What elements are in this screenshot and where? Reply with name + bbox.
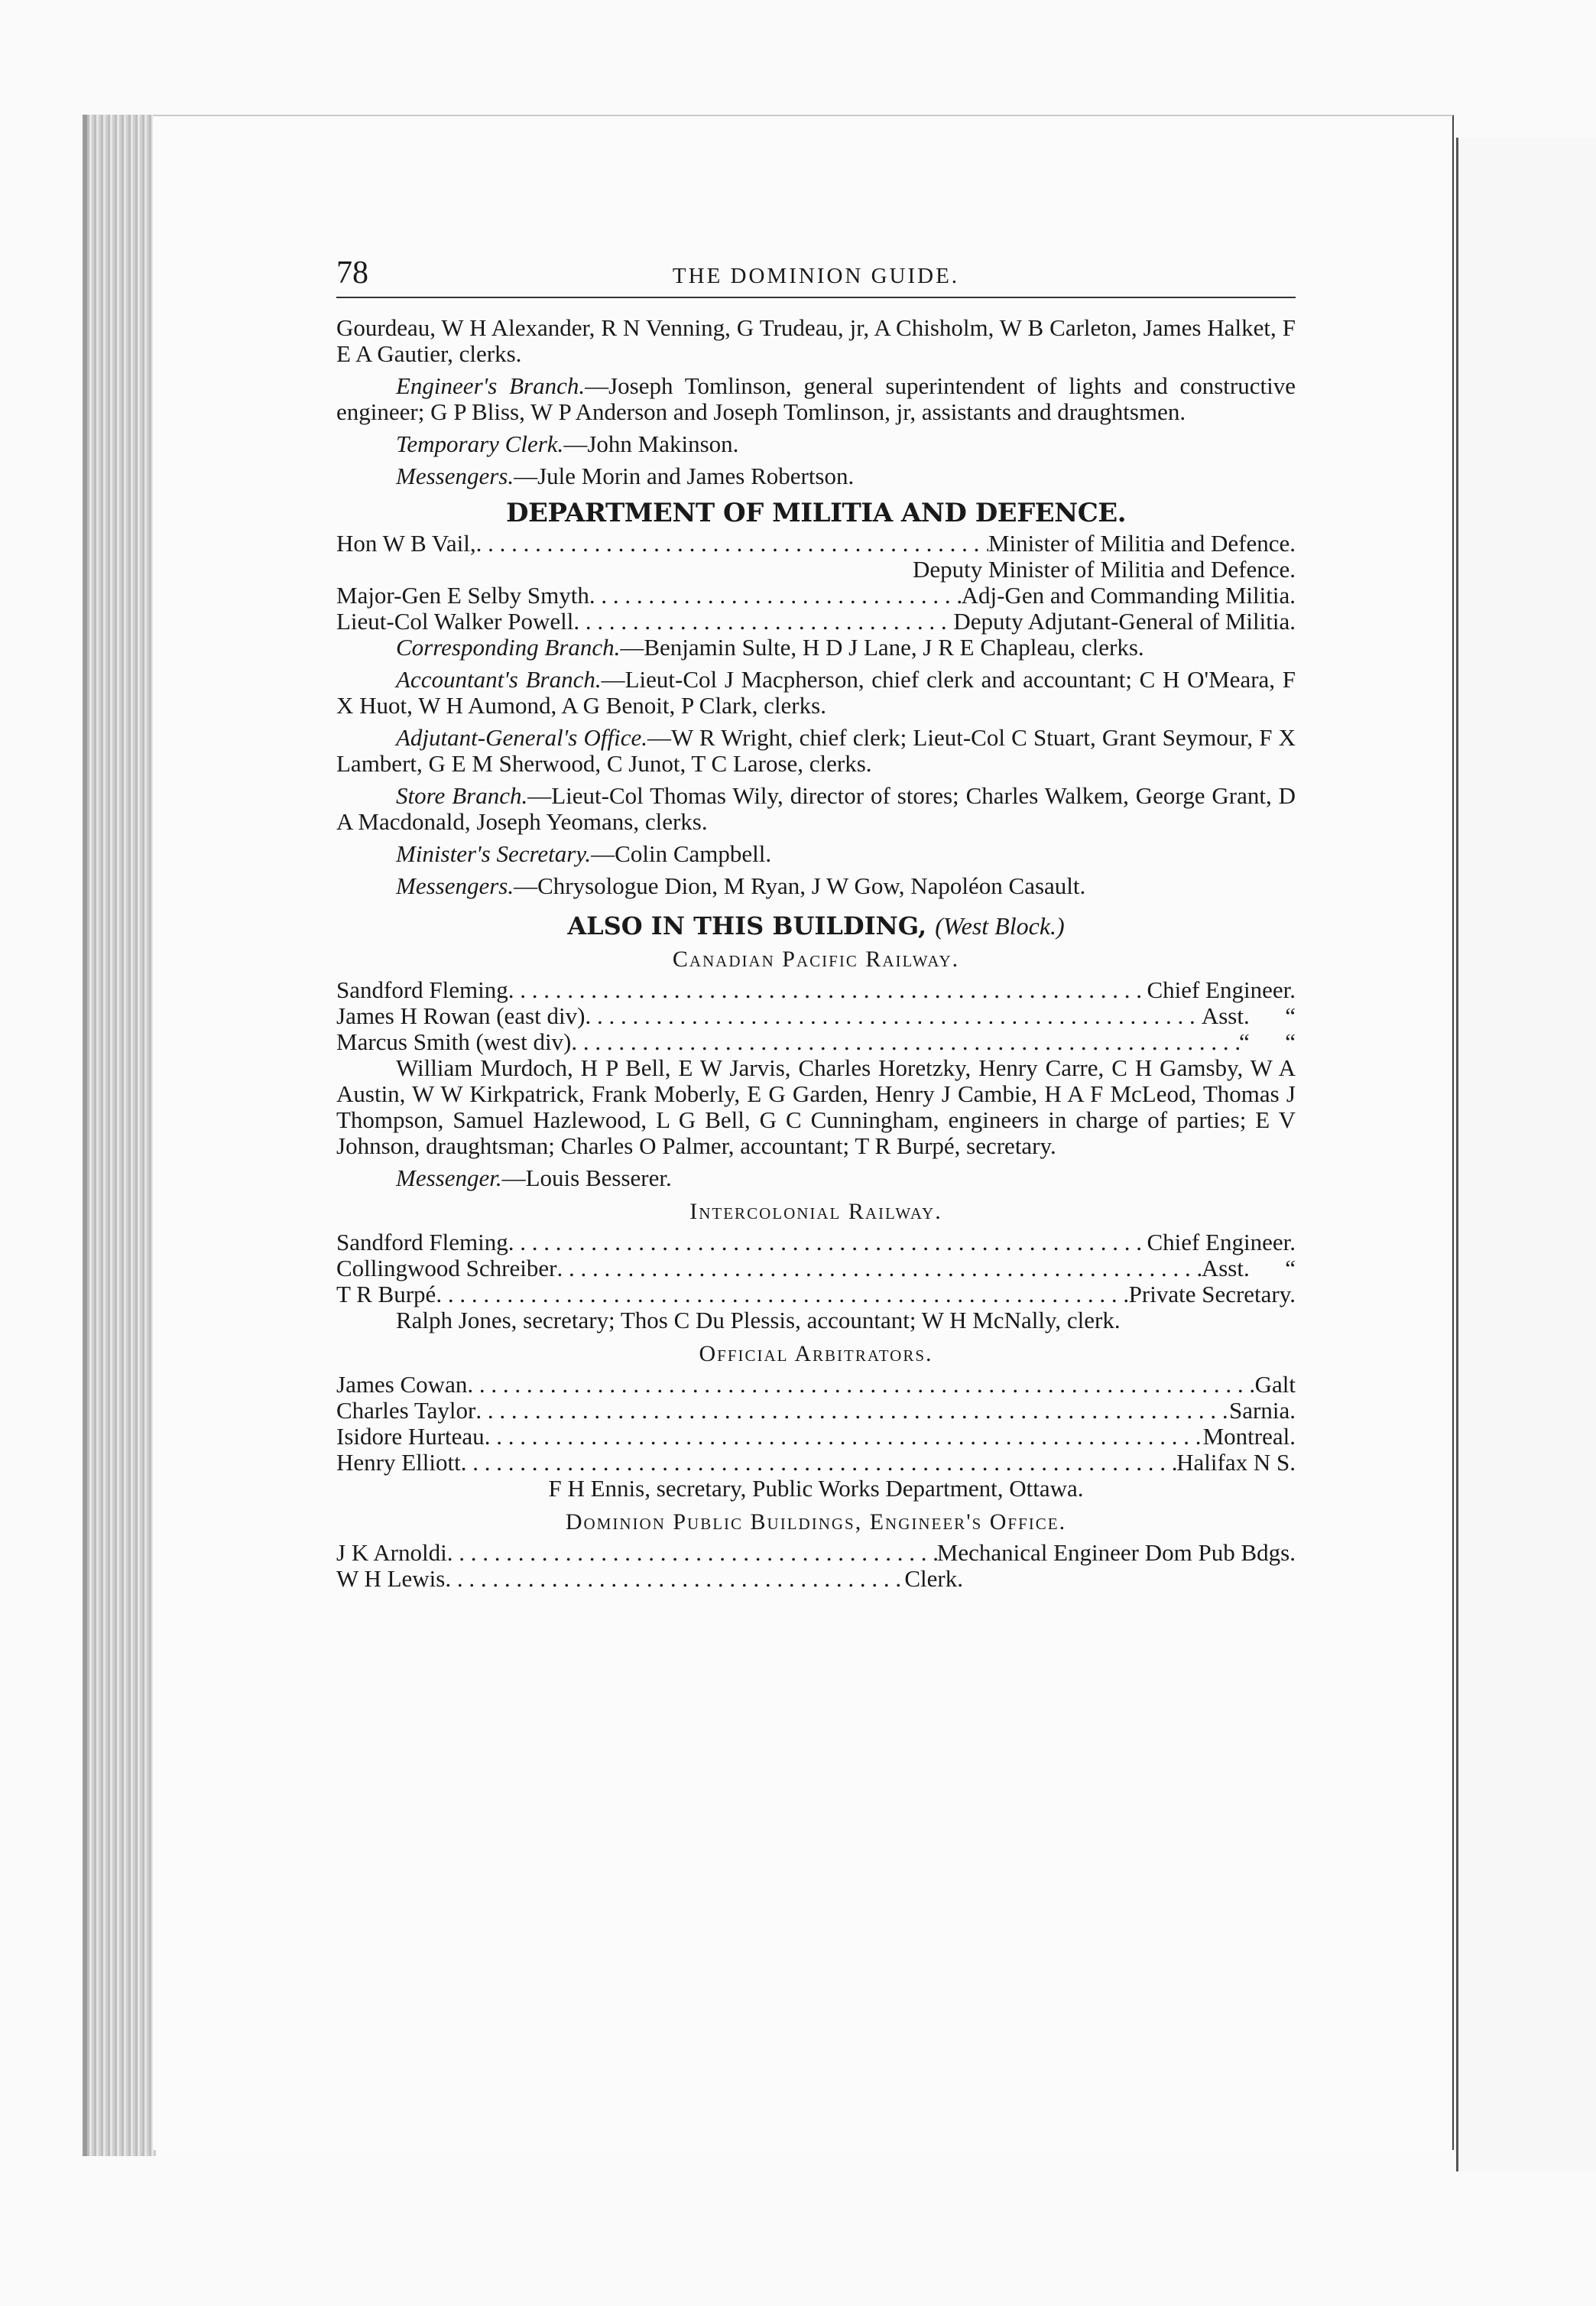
entry-title: Mechanical Engineer Dom Pub Bdgs. [936, 1539, 1296, 1566]
directory-row [336, 583, 1296, 609]
icr-heading: Intercolonial Railway. [689, 1199, 942, 1224]
leader-dots [461, 1450, 1176, 1476]
leader-dots [589, 583, 962, 609]
entry-title: Deputy Minister of Militia and Defence. [912, 556, 1296, 583]
engineers-branch-text: —Joseph Tomlinson, general superintendent of lights and constructive engineer; G P Bliss, W P Anderson and Joseph Tomlinson, jr, assistants and draughtsmen. [336, 372, 1296, 425]
directory-row [336, 609, 1296, 635]
directory-row [336, 1003, 1296, 1029]
leader-dots [485, 1424, 1203, 1450]
entry-title: Halifax N S. [1176, 1449, 1296, 1476]
arbitrators-secretary: F H Ennis, secretary, Public Works Department, Ottawa. [548, 1475, 1084, 1502]
entry-title: Deputy Adjutant-General of Militia. [953, 608, 1296, 635]
entry-name: Charles Taylor [336, 1397, 476, 1424]
directory-row [336, 1566, 963, 1592]
page-number: 78 [336, 255, 368, 291]
ministers-secretary-text: —Colin Campbell. [591, 840, 772, 867]
entry-name: James Cowan [336, 1371, 468, 1398]
entry-name: Lieut-Col Walker Powell [336, 608, 574, 635]
also-heading [336, 913, 1296, 939]
leader-dots [508, 977, 1147, 1003]
public-buildings-heading: Dominion Public Buildings, Engineer's Office. [565, 1509, 1067, 1535]
cpr-messenger-label: Messenger. [396, 1164, 502, 1191]
entry-title: Private Secretary. [1128, 1281, 1296, 1307]
temporary-clerk [336, 431, 1296, 457]
entry-name: Sandford Fleming [336, 1229, 508, 1255]
messengers-label: Messengers. [396, 463, 514, 489]
page-content [336, 255, 1296, 1592]
leader-dots [445, 1566, 904, 1592]
accountants-branch [336, 667, 1296, 719]
militia-messengers-label: Messengers. [396, 872, 514, 899]
cpr-messenger [336, 1165, 1296, 1191]
cpr-messenger-text: —Louis Besserer. [501, 1164, 672, 1191]
store-branch-label: Store Branch. [396, 782, 528, 809]
leader-dots [508, 1229, 1147, 1255]
adjutant-generals-office [336, 725, 1296, 777]
directory-row [336, 1281, 1296, 1307]
directory-row [336, 1255, 1296, 1281]
entry-name: Henry Elliott [336, 1449, 461, 1476]
leader-dots [436, 1281, 1128, 1307]
page-header [336, 255, 1296, 298]
also-heading-note: (West Block.) [935, 912, 1065, 940]
entry-title: Adj-Gen and Commanding Militia. [961, 582, 1296, 609]
entry-name: Collingwood Schreiber [336, 1255, 557, 1281]
leader-dots [556, 1255, 1201, 1281]
entry-name: Marcus Smith (west div) [336, 1028, 572, 1055]
entry-title: Minister of Militia and Defence. [988, 530, 1296, 557]
directory-row [336, 1540, 1296, 1566]
leader-dots [467, 1372, 1254, 1398]
entry-title: Clerk. [904, 1565, 963, 1592]
entry-title: Asst. “ [1201, 1002, 1296, 1029]
militia-messengers [336, 873, 1296, 899]
temporary-clerk-label: Temporary Clerk. [396, 430, 564, 457]
directory-row [336, 1398, 1296, 1424]
directory-row [336, 1450, 1296, 1476]
militia-heading: DEPARTMENT OF MILITIA AND DEFENCE. [505, 498, 1127, 528]
leader-dots [475, 1398, 1229, 1424]
cpr-heading: Canadian Pacific Railway. [672, 947, 960, 972]
corresponding-branch-text: —Benjamin Sulte, H D J Lane, J R E Chapleau, clerks. [620, 634, 1144, 661]
entry-title: Chief Engineer. [1147, 976, 1296, 1003]
entry-title: Montreal. [1202, 1423, 1296, 1450]
book-page-edges [83, 115, 156, 2156]
entry-name: James H Rowan (east div) [336, 1002, 586, 1029]
entry-name: T R Burpé [336, 1281, 436, 1307]
entry-name: W H Lewis [336, 1565, 446, 1592]
militia-messengers-text: —Chrysologue Dion, M Ryan, J W Gow, Napoléon Casault. [514, 872, 1086, 899]
running-head: THE DOMINION GUIDE. [672, 264, 960, 288]
entry-title: “ “ [1238, 1028, 1296, 1055]
entry-name: J K Arnoldi [336, 1539, 447, 1566]
directory-row [336, 557, 1296, 583]
directory-row [336, 1372, 1296, 1398]
entry-title: Galt [1254, 1371, 1296, 1398]
engineers-branch-label: Engineer's Branch. [396, 372, 586, 399]
leader-dots [571, 1029, 1239, 1055]
engineers-branch [336, 373, 1296, 425]
corresponding-branch [336, 635, 1296, 661]
continued-paragraph: Gourdeau, W H Alexander, R N Venning, G Trudeau, jr, A Chisholm, W B Carleton, James Halket, F E A Gautier, clerks. [336, 314, 1296, 367]
entry-title: Chief Engineer. [1147, 1229, 1296, 1255]
entry-name: Sandford Fleming [336, 976, 508, 1003]
directory-row [336, 1229, 1296, 1255]
directory-row [336, 1424, 1296, 1450]
directory-row [336, 1029, 1296, 1055]
adjacent-page [1456, 138, 1596, 2171]
store-branch-text: —Lieut-Col Thomas Wily, director of stores; Charles Walkem, George Grant, D A Macdonald, Joseph Yeomans, clerks. [336, 782, 1296, 835]
directory-row [336, 977, 1296, 1003]
directory-row [336, 531, 1296, 557]
messengers [336, 463, 1296, 489]
leader-dots [573, 609, 953, 635]
arbitrators-heading: Official Arbitrators. [699, 1341, 933, 1366]
leader-dots [447, 1540, 937, 1566]
also-heading-text: ALSO IN THIS BUILDING, [567, 911, 927, 940]
temporary-clerk-text: —John Makinson. [563, 430, 739, 457]
entry-name: Isidore Hurteau [336, 1423, 485, 1450]
entry-title: Asst. “ [1201, 1255, 1296, 1281]
store-branch [336, 783, 1296, 835]
leader-dots [476, 531, 988, 557]
entry-name: Major-Gen E Selby Smyth [336, 582, 589, 609]
icr-staff: Ralph Jones, secretary; Thos C Du Plessis, accountant; W H McNally, clerk. [396, 1307, 1121, 1333]
adjutant-generals-office-text: —W R Wright, chief clerk; Lieut-Col C Stuart, Grant Seymour, F X Lambert, G E M Sherwood, C Junot, T C Larose, clerks. [336, 724, 1296, 777]
leader-dots [585, 1003, 1201, 1029]
adjutant-generals-office-label: Adjutant-General's Office. [396, 724, 648, 751]
corresponding-branch-label: Corresponding Branch. [396, 634, 621, 661]
accountants-branch-label: Accountant's Branch. [396, 666, 602, 693]
messengers-text: —Jule Morin and James Robertson. [514, 463, 855, 489]
cpr-engineers: William Murdoch, H P Bell, E W Jarvis, Charles Horetzky, Henry Carre, C H Gamsby, W A Austin, W W Kirkpatrick, Frank Moberly, E G Garden, Henry J Cambie, H A F McLeod, Thomas J Thompson, Samuel Hazlewood, L G Bell, G C Cunningham, engineers in charge of parties; E V Johnson, draughtsman; Charles O Palmer, accountant; T R Burpé, secretary. [336, 1054, 1296, 1159]
ministers-secretary-label: Minister's Secretary. [396, 840, 592, 867]
entry-title: Sarnia. [1229, 1397, 1296, 1424]
accountants-branch-text: —Lieut-Col J Macpherson, chief clerk and accountant; C H O'Meara, F X Huot, W H Aumond, A G Benoit, P Clark, clerks. [336, 666, 1296, 719]
ministers-secretary [336, 841, 1296, 867]
entry-name: Hon W B Vail, [336, 530, 476, 557]
